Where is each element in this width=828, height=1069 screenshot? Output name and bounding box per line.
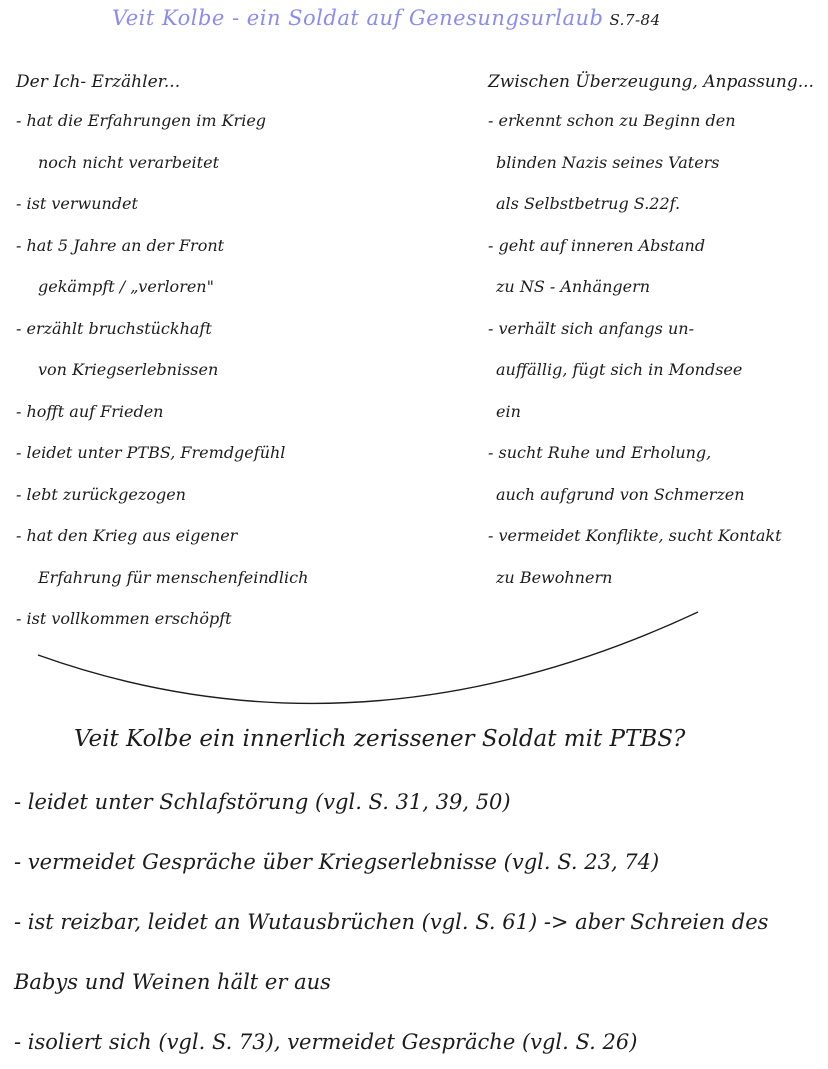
note-line: - erzählt bruchstückhaft	[16, 318, 212, 338]
note-line: zu NS - Anhängern	[496, 277, 651, 296]
note-line: Erfahrung für menschenfeindlich	[38, 567, 309, 587]
title-main: Veit Kolbe - ein Soldat auf Genesungsurlaub	[112, 6, 604, 30]
note-line: ein	[496, 401, 521, 421]
note-line: - geht auf inneren Abstand	[488, 235, 706, 255]
note-line: - erkennt schon zu Beginn den	[488, 111, 736, 130]
note-line: - ist vollkommen erschöpft	[16, 609, 232, 628]
right-column-heading: Zwischen Überzeugung, Anpassung...	[488, 72, 814, 92]
note-line: auffällig, fügt sich in Mondsee	[496, 360, 743, 379]
note-line: noch nicht verarbeitet	[38, 152, 219, 172]
note-line: auch aufgrund von Schmerzen	[496, 484, 745, 504]
note-line: - hat den Krieg aus eigener	[16, 526, 238, 545]
bottom-line: - vermeidet Gespräche über Kriegserlebnisse (vgl. S. 23, 74)	[14, 850, 660, 874]
bottom-line: - leidet unter Schlafstörung (vgl. S. 31, 39, 50)	[14, 790, 511, 814]
bottom-line: - isoliert sich (vgl. S. 73), vermeidet Gespräche (vgl. S. 26)	[14, 1030, 638, 1054]
note-line: - sucht Ruhe und Erholung,	[488, 443, 712, 462]
bottom-heading: Veit Kolbe ein innerlich zerissener Soldat mit PTBS?	[74, 726, 686, 752]
note-line: zu Bewohnern	[496, 567, 613, 587]
note-line: - leidet unter PTBS, Fremdgefühl	[16, 443, 286, 462]
note-line: - ist verwundet	[16, 194, 138, 213]
note-line: blinden Nazis seines Vaters	[496, 152, 720, 172]
note-line: - vermeidet Konflikte, sucht Kontakt	[488, 526, 782, 545]
note-line: - hat 5 Jahre an der Front	[16, 235, 225, 255]
note-line: - lebt zurückgezogen	[16, 484, 186, 504]
title-pages: S.7-84	[609, 11, 661, 29]
bottom-line: - ist reizbar, leidet an Wutausbrüchen (vgl. S. 61) -> aber Schreien des	[14, 910, 769, 934]
note-line: als Selbstbetrug S.22f.	[496, 194, 681, 213]
note-line: von Kriegserlebnissen	[38, 360, 219, 379]
note-line: gekämpft / „verloren"	[38, 277, 214, 296]
left-column-heading: Der Ich- Erzähler...	[16, 72, 181, 92]
note-line: - hat die Erfahrungen im Krieg	[16, 111, 267, 130]
note-line: - verhält sich anfangs un-	[488, 318, 694, 338]
note-line: - hofft auf Frieden	[16, 401, 164, 421]
bottom-line: Babys und Weinen hält er aus	[14, 970, 331, 994]
